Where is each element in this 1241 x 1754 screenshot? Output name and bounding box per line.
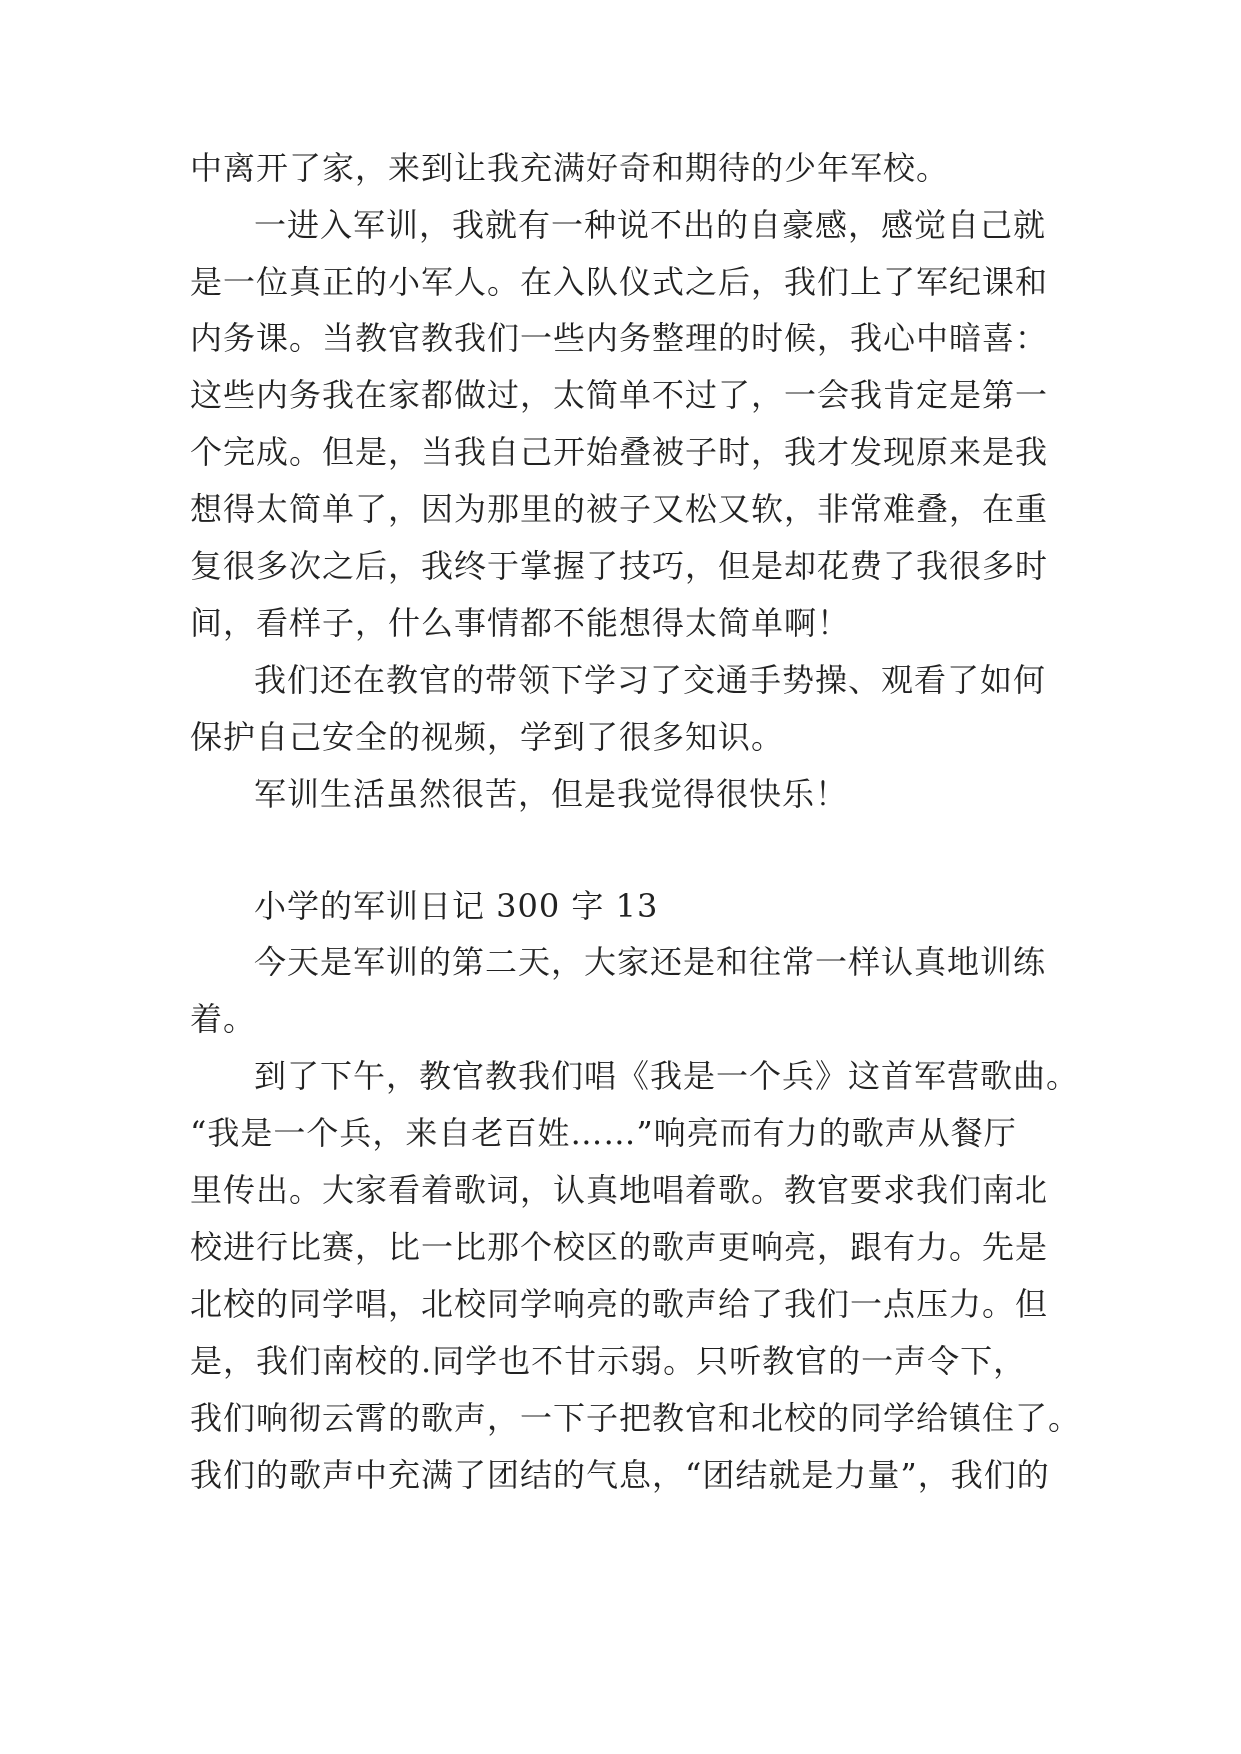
text-line: 里传出。大家看着歌词，认真地唱着歌。教官要求我们南北 (190, 1171, 1049, 1209)
text-line: 军训生活虽然很苦，但是我觉得很快乐！ (254, 775, 849, 813)
text-line: 今天是军训的第二天，大家还是和往常一样认真地训练 (254, 943, 1047, 981)
text-line: 个完成。但是，当我自己开始叠被子时，我才发现原来是我 (190, 433, 1049, 471)
text-line: 一进入军训，我就有一种说不出的自豪感，感觉自己就 (254, 206, 1047, 244)
text-line: 到了下午，教官教我们唱《我是一个兵》这首军营歌曲。 (254, 1057, 1080, 1095)
text-line: 北校的同学唱，北校同学响亮的歌声给了我们一点压力。但 (190, 1285, 1049, 1323)
text-line: 内务课。当教官教我们一些内务整理的时候，我心中暗喜： (190, 319, 1049, 357)
text-line: 着。 (190, 1000, 257, 1038)
text-line: 想得太简单了，因为那里的被子又松又软，非常难叠，在重 (190, 490, 1049, 528)
text-line: 这些内务我在家都做过，太简单不过了，一会我肯定是第一 (190, 376, 1049, 414)
text-line: 保护自己安全的视频，学到了很多知识。 (190, 718, 785, 756)
section-heading: 小学的军训日记 300 字 13 (254, 887, 659, 925)
text-line: 我们响彻云霄的歌声，一下子把教官和北校的同学给镇住了。 (190, 1399, 1082, 1437)
text-line: 是一位真正的小军人。在入队仪式之后，我们上了军纪课和 (190, 263, 1049, 301)
text-line: 校进行比赛，比一比那个校区的歌声更响亮，跟有力。先是 (190, 1228, 1049, 1266)
text-line: 中离开了家，来到让我充满好奇和期待的少年军校。 (190, 149, 950, 187)
text-line: 是，我们南校的.同学也不甘示弱。只听教官的一声令下， (190, 1342, 1027, 1380)
text-line: 我们的歌声中充满了团结的气息，“团结就是力量”，我们的 (190, 1456, 1050, 1494)
text-line: 我们还在教官的带领下学习了交通手势操、观看了如何 (254, 661, 1047, 699)
text-line: 间，看样子，什么事情都不能想得太简单啊！ (190, 604, 851, 642)
text-line: 复很多次之后，我终于掌握了技巧，但是却花费了我很多时 (190, 547, 1049, 585)
text-line: “我是一个兵，来自老百姓……”响亮而有力的歌声从餐厅 (190, 1114, 1017, 1152)
